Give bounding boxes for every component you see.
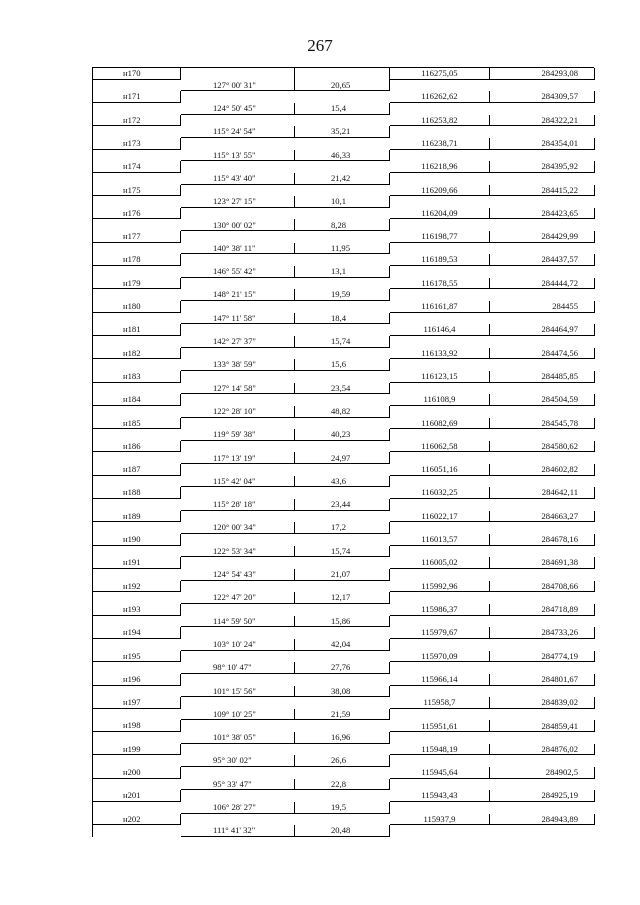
segment-angle: 115° 43' 40" bbox=[181, 173, 295, 185]
point-y: 284354,01 bbox=[490, 138, 595, 150]
point-y: 284859,41 bbox=[490, 720, 595, 732]
segment-angle: 95° 33' 47" bbox=[181, 779, 295, 791]
point-x: 115986,37 bbox=[390, 604, 490, 616]
point-y: 284691,38 bbox=[490, 557, 595, 569]
point-y: 284504,59 bbox=[490, 394, 595, 406]
point-x: 115970,09 bbox=[390, 651, 490, 663]
segment-angle: 133° 38' 59" bbox=[181, 359, 295, 371]
distance-cell-empty bbox=[295, 68, 390, 80]
point-name: н178 bbox=[93, 254, 181, 266]
point-y: 284429,99 bbox=[490, 231, 595, 243]
point-x: 116275,05 bbox=[390, 68, 490, 80]
segment-distance: 12,17 bbox=[295, 592, 390, 604]
segment-distance: 21,07 bbox=[295, 569, 390, 581]
segment-angle: 122° 53' 34" bbox=[181, 546, 295, 558]
point-name: н180 bbox=[93, 301, 181, 313]
point-x: 115979,67 bbox=[390, 627, 490, 639]
segment-angle: 119° 59' 38" bbox=[181, 429, 295, 441]
point-y: 284801,67 bbox=[490, 674, 595, 686]
segment-angle: 124° 54' 43" bbox=[181, 569, 295, 581]
point-name: н198 bbox=[93, 720, 181, 732]
point-y: 284733,26 bbox=[490, 627, 595, 639]
point-x: 115992,96 bbox=[390, 581, 490, 593]
point-x: 116204,09 bbox=[390, 208, 490, 220]
point-y: 284663,27 bbox=[490, 511, 595, 523]
point-name: н199 bbox=[93, 744, 181, 756]
point-x: 116032,25 bbox=[390, 487, 490, 499]
point-y: 284464,97 bbox=[490, 324, 595, 336]
segment-angle: 140° 38' 11" bbox=[181, 243, 295, 255]
point-x: 116198,77 bbox=[390, 231, 490, 243]
segment-angle: 115° 42' 04" bbox=[181, 476, 295, 488]
point-x: 116051,16 bbox=[390, 464, 490, 476]
point-y: 284423,65 bbox=[490, 208, 595, 220]
point-name: н193 bbox=[93, 604, 181, 616]
segment-distance: 35,21 bbox=[295, 126, 390, 138]
segment-angle: 124° 50' 45" bbox=[181, 103, 295, 115]
point-name: н186 bbox=[93, 441, 181, 453]
segment-distance: 19,59 bbox=[295, 289, 390, 301]
point-name: н195 bbox=[93, 651, 181, 663]
point-name: н184 bbox=[93, 394, 181, 406]
point-y: 284455 bbox=[490, 301, 595, 313]
point-name: н197 bbox=[93, 697, 181, 709]
segment-distance: 15,6 bbox=[295, 359, 390, 371]
segment-angle: 127° 00' 31" bbox=[181, 80, 295, 92]
segment-distance: 27,76 bbox=[295, 662, 390, 674]
point-y: 284322,21 bbox=[490, 115, 595, 127]
segment-angle: 101° 38' 05" bbox=[181, 732, 295, 744]
segment-distance: 10,1 bbox=[295, 196, 390, 208]
point-x: 116022,17 bbox=[390, 511, 490, 523]
point-x: 116238,71 bbox=[390, 138, 490, 150]
segment-distance: 22,8 bbox=[295, 779, 390, 791]
point-name: н174 bbox=[93, 161, 181, 173]
point-y: 284395,92 bbox=[490, 161, 595, 173]
point-name: н200 bbox=[93, 767, 181, 779]
point-name: н176 bbox=[93, 208, 181, 220]
point-y: 284545,78 bbox=[490, 418, 595, 430]
point-name: н194 bbox=[93, 627, 181, 639]
point-name: н170 bbox=[93, 68, 181, 80]
segment-angle: 147° 11' 58" bbox=[181, 313, 295, 325]
segment-distance: 48,82 bbox=[295, 406, 390, 418]
point-x: 116082,69 bbox=[390, 418, 490, 430]
point-y: 284444,72 bbox=[490, 278, 595, 290]
segment-angle: 142° 27' 37" bbox=[181, 336, 295, 348]
segment-angle: 95° 30' 02" bbox=[181, 755, 295, 767]
point-y: 284774,19 bbox=[490, 651, 595, 663]
point-y: 284293,08 bbox=[490, 68, 595, 80]
point-y: 284925,19 bbox=[490, 790, 595, 802]
segment-angle: 106° 28' 27" bbox=[181, 802, 295, 814]
point-name: н181 bbox=[93, 324, 181, 336]
point-name: н171 bbox=[93, 91, 181, 103]
point-x: 116178,55 bbox=[390, 278, 490, 290]
point-x: 115945,64 bbox=[390, 767, 490, 779]
segment-angle: 123° 27' 15" bbox=[181, 196, 295, 208]
segment-angle: 117° 13' 19" bbox=[181, 452, 295, 464]
segment-angle: 115° 24' 54" bbox=[181, 126, 295, 138]
point-x: 116146,4 bbox=[390, 324, 490, 336]
point-name: н182 bbox=[93, 348, 181, 360]
point-x: 115937,9 bbox=[390, 814, 490, 826]
segment-distance: 13,1 bbox=[295, 266, 390, 278]
point-x: 116189,53 bbox=[390, 254, 490, 266]
point-name: н188 bbox=[93, 487, 181, 499]
coordinates-table bbox=[92, 67, 594, 837]
point-y: 284708,66 bbox=[490, 581, 595, 593]
segment-angle: 109° 10' 25" bbox=[181, 709, 295, 721]
segment-distance: 20,48 bbox=[295, 825, 390, 837]
point-y: 284415,22 bbox=[490, 185, 595, 197]
segment-angle: 148° 21' 15" bbox=[181, 289, 295, 301]
point-y: 284902,5 bbox=[490, 767, 595, 779]
segment-angle: 122° 28' 10" bbox=[181, 406, 295, 418]
point-x: 116013,57 bbox=[390, 534, 490, 546]
point-name: н173 bbox=[93, 138, 181, 150]
point-name: н183 bbox=[93, 371, 181, 383]
point-name: н179 bbox=[93, 278, 181, 290]
segment-distance: 26,6 bbox=[295, 755, 390, 767]
segment-angle: 103° 10' 24" bbox=[181, 639, 295, 651]
segment-angle: 120° 00' 34" bbox=[181, 522, 295, 534]
point-name: н189 bbox=[93, 511, 181, 523]
segment-angle: 115° 13' 55" bbox=[181, 150, 295, 162]
page-number: 267 bbox=[307, 36, 333, 55]
segment-distance: 16,96 bbox=[295, 732, 390, 744]
point-x: 115943,43 bbox=[390, 790, 490, 802]
point-y: 284474,56 bbox=[490, 348, 595, 360]
segment-distance: 40,23 bbox=[295, 429, 390, 441]
segment-angle: 101° 15' 56" bbox=[181, 686, 295, 698]
segment-distance: 17,2 bbox=[295, 522, 390, 534]
point-x: 116262,62 bbox=[390, 91, 490, 103]
point-y: 284943,89 bbox=[490, 814, 595, 826]
segment-angle: 122° 47' 20" bbox=[181, 592, 295, 604]
point-y: 284580,62 bbox=[490, 441, 595, 453]
segment-distance: 38,08 bbox=[295, 686, 390, 698]
point-name: н187 bbox=[93, 464, 181, 476]
segment-distance: 20,65 bbox=[295, 80, 390, 92]
point-y: 284718,89 bbox=[490, 604, 595, 616]
segment-distance: 23,44 bbox=[295, 499, 390, 511]
point-name: н202 bbox=[93, 814, 181, 826]
angle-cell-empty bbox=[181, 68, 295, 80]
segment-distance: 46,33 bbox=[295, 150, 390, 162]
point-name: н192 bbox=[93, 581, 181, 593]
segment-distance: 15,74 bbox=[295, 336, 390, 348]
point-y: 284309,57 bbox=[490, 91, 595, 103]
point-name: н175 bbox=[93, 185, 181, 197]
segment-angle: 146° 55' 42" bbox=[181, 266, 295, 278]
point-x: 115948,19 bbox=[390, 744, 490, 756]
segment-distance: 23,54 bbox=[295, 383, 390, 395]
segment-angle: 130° 00' 02" bbox=[181, 219, 295, 231]
segment-angle: 115° 28' 18" bbox=[181, 499, 295, 511]
segment-distance: 15,4 bbox=[295, 103, 390, 115]
point-x: 116108,9 bbox=[390, 394, 490, 406]
point-y: 284437,57 bbox=[490, 254, 595, 266]
segment-distance: 15,74 bbox=[295, 546, 390, 558]
point-name: н177 bbox=[93, 231, 181, 243]
point-x: 116133,92 bbox=[390, 348, 490, 360]
point-y: 284485,85 bbox=[490, 371, 595, 383]
segment-distance: 24,97 bbox=[295, 452, 390, 464]
segment-distance: 21,59 bbox=[295, 709, 390, 721]
point-x: 116005,02 bbox=[390, 557, 490, 569]
segment-distance: 42,04 bbox=[295, 639, 390, 651]
segment-distance: 19,5 bbox=[295, 802, 390, 814]
point-x: 116062,58 bbox=[390, 441, 490, 453]
segment-distance: 11,95 bbox=[295, 243, 390, 255]
point-name: н172 bbox=[93, 115, 181, 127]
point-x: 116161,87 bbox=[390, 301, 490, 313]
point-name: н196 bbox=[93, 674, 181, 686]
point-x: 115958,7 bbox=[390, 697, 490, 709]
segment-angle: 98° 10' 47" bbox=[181, 662, 295, 674]
point-x: 116123,15 bbox=[390, 371, 490, 383]
point-name: н191 bbox=[93, 557, 181, 569]
point-y: 284602,82 bbox=[490, 464, 595, 476]
segment-angle: 111° 41' 32" bbox=[181, 825, 295, 837]
point-y: 284839,02 bbox=[490, 697, 595, 709]
segment-distance: 15,86 bbox=[295, 616, 390, 628]
segment-distance: 8,28 bbox=[295, 219, 390, 231]
point-name: н190 bbox=[93, 534, 181, 546]
point-y: 284876,02 bbox=[490, 744, 595, 756]
point-name: н201 bbox=[93, 790, 181, 802]
segment-distance: 43,6 bbox=[295, 476, 390, 488]
point-x: 116218,96 bbox=[390, 161, 490, 173]
point-x: 115951,61 bbox=[390, 720, 490, 732]
segment-distance: 18,4 bbox=[295, 313, 390, 325]
point-name: н185 bbox=[93, 418, 181, 430]
point-x: 116209,66 bbox=[390, 185, 490, 197]
point-y: 284678,16 bbox=[490, 534, 595, 546]
segment-angle: 114° 59' 50" bbox=[181, 616, 295, 628]
point-x: 116253,82 bbox=[390, 115, 490, 127]
point-x: 115966,14 bbox=[390, 674, 490, 686]
point-y: 284642,11 bbox=[490, 487, 595, 499]
segment-angle: 127° 14' 58" bbox=[181, 383, 295, 395]
segment-distance: 21,42 bbox=[295, 173, 390, 185]
